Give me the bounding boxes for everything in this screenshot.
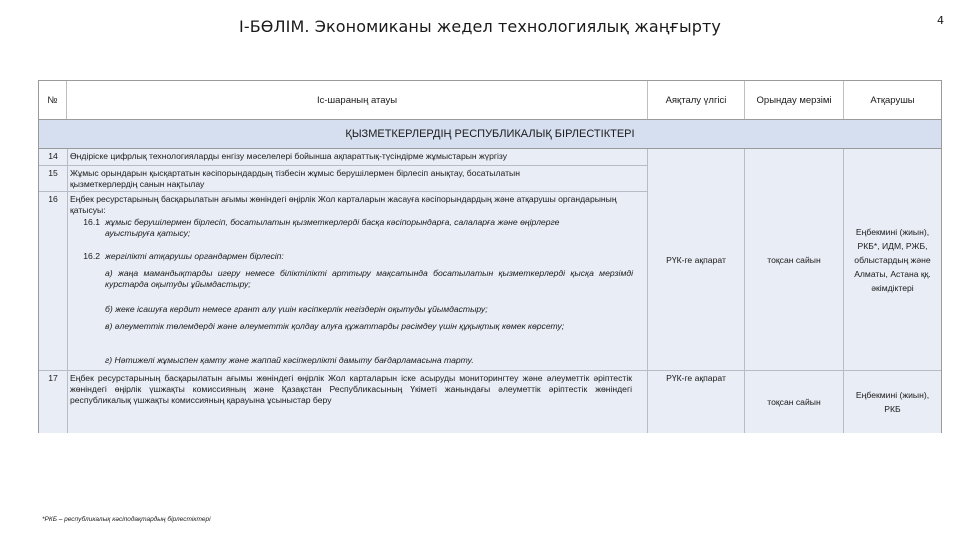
row-text: Еңбек ресурстарының басқарылатын ағымы жөніндегі өңірлік Жол карталарын іске асыруды мониторингтеу және әлеуметтік әріптестік жөніндегі өңірлік үшжақты комиссияның және Қазақстан Республикасының Үкіметі жанындағы әлеуметтік әріптестік жөніндегі республикалық үшжақты комиссияның қарауына ұсыныстар беру <box>70 373 632 406</box>
column-divider <box>843 149 844 433</box>
subitem-number: 16.1 <box>83 217 100 227</box>
row-divider <box>39 165 647 166</box>
row-number: 16 <box>48 194 58 204</box>
header-executor: Атқарушы <box>844 81 941 119</box>
row-text: Жұмыс орындарын қысқартатын кәсіпорындардың тізбесін жұмыс берушілермен бірлесіп анықтау, босатылатын қызметкерлердің санын нақтылау <box>70 168 520 190</box>
subitem-text: жұмыс берушілермен бірлесіп, босатылатын қызметкерлерді басқа кәсіпорындарға, салаларға және өңірлерге ауыстыруға қатысу; <box>105 217 560 239</box>
footnote: *РКБ – республикалық кәсіподақтардың бірлестіктері <box>42 516 211 523</box>
row-divider <box>39 191 647 192</box>
executor: Еңбекмині (жиын), РКБ <box>855 390 930 414</box>
completion-form: РҮК-ге ақпарат <box>666 373 726 383</box>
action-plan-table <box>38 80 942 433</box>
section-heading: ҚЫЗМЕТКЕРЛЕРДІҢ РЕСПУБЛИКАЛЫҚ БІРЛЕСТІКТЕРІ <box>39 119 941 149</box>
page-title: I-БӨЛІМ. Экономиканы жедел технологиялық жаңғырту <box>239 17 721 36</box>
list-item: б) жеке ісашуға кердит немесе грант алу үшін кәсіпкерлік негіздерін оқытуды ұйымдастыру; <box>105 304 488 314</box>
row-number: 14 <box>48 151 58 161</box>
row-text: Өндіріске цифрлық технологияларды енгізу мәселелері бойынша ақпараттық-түсіндірме жұмыстарын жүргізу <box>70 151 508 161</box>
page-number: 4 <box>937 14 944 27</box>
header-number: № <box>39 81 67 119</box>
header-activity-name: Іс-шараның атауы <box>67 81 648 119</box>
row-number: 17 <box>48 373 58 383</box>
subitem-number: 16.2 <box>83 251 100 261</box>
completion-form: РҮК-ге ақпарат <box>666 254 726 265</box>
list-item: г) Нәтижелі жұмыспен қамту және жаппай кәсіпкерлікті дамыту бағдарламасына тарту. <box>105 355 474 365</box>
list-item: а) жаңа мамандықтарды игеру немесе біліктілікті арттыру мақсатында босатылатын қызметкерлерді қысқа мерзімді курстарда оқытуды ұйымдастыру; <box>105 268 633 290</box>
deadline: тоқсан сайын <box>767 254 821 265</box>
deadline: тоқсан сайын <box>767 397 821 407</box>
list-item: в) әлеуметтік төлемдерді және әлеуметтік қолдау алуға құжаттарды рәсімдеу үшін құқықтық көмек көрсету; <box>105 321 565 331</box>
header-deadline: Орындау мерзімі <box>745 81 844 119</box>
executor: Еңбекмині (жиын), РКБ*, ИДМ, РЖБ, облыстардың және Алматы, Астана ққ. әкімдіктері <box>854 226 931 293</box>
header-completion-form: Аяқталу үлгісі <box>648 81 745 119</box>
row-text: Еңбек ресурстарының басқарылатын ағымы жөніндегі өңірлік Жол карталарын жасауға кәсіпорындардың және атқарушы органдарының қатысуы: <box>70 194 617 216</box>
subitem-text: жергілікті атқарушы органдармен бірлесіп: <box>105 251 284 261</box>
row-number: 15 <box>48 168 58 178</box>
